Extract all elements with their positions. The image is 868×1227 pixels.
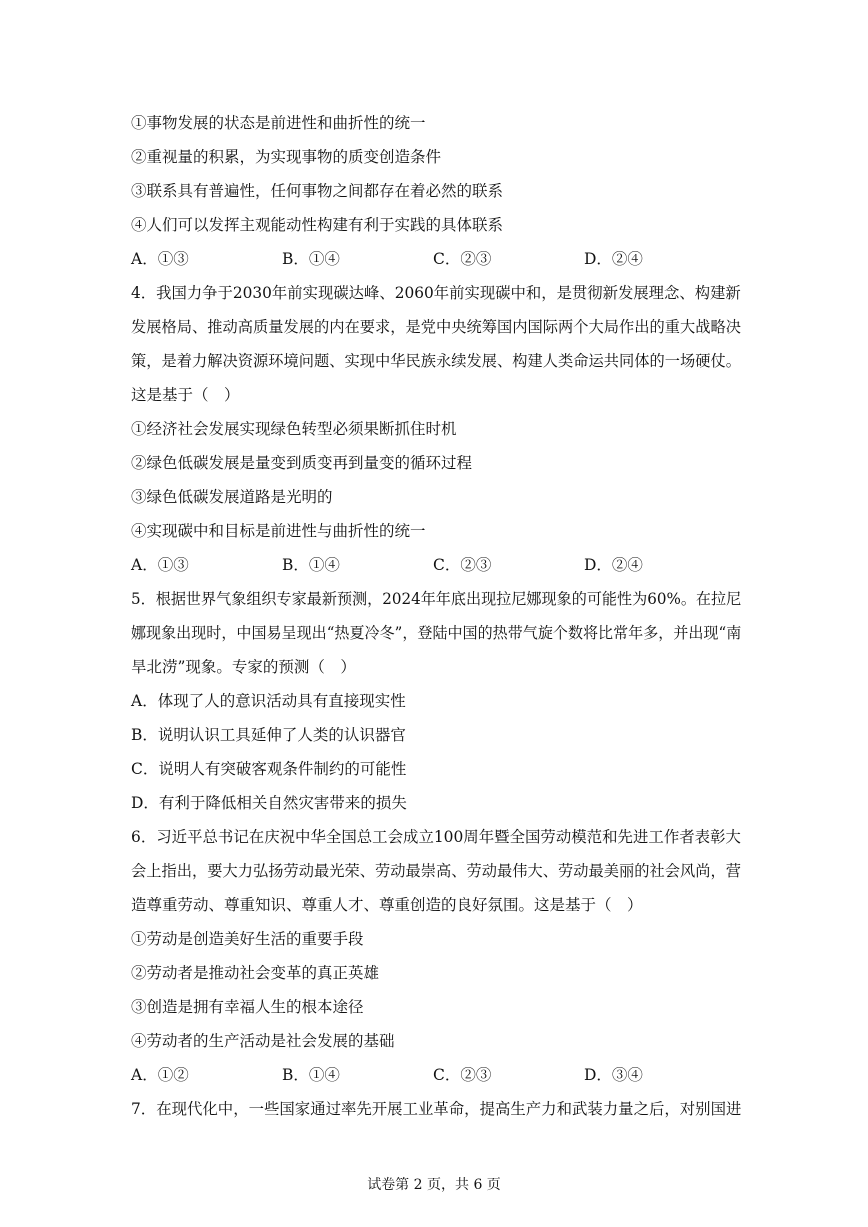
option-d: D．③④	[584, 1066, 643, 1084]
question-5-stem-2: 娜现象出现时，中国易呈现出“热夏冷冬”，登陆中国的热带气旋个数将比常年多，并出现“南	[131, 624, 742, 642]
option-b: B．①④	[282, 1066, 340, 1084]
statement-q4-1: ①经济社会发展实现绿色转型必须果断抓住时机	[131, 420, 457, 438]
question-6-stem-2: 会上指出，要大力弘扬劳动最光荣、劳动最崇高、劳动最伟大、劳动最美丽的社会风尚，营	[131, 862, 742, 880]
option-c: C．②③	[433, 1066, 492, 1084]
option-b: B．①④	[282, 556, 340, 574]
option-q5-a: A．体现了人的意识活动具有直接现实性	[131, 692, 406, 710]
options-row-q6	[131, 1064, 691, 1086]
statement-q6-3: ③创造是拥有幸福人生的根本途径	[131, 998, 364, 1016]
option-d: D．②④	[584, 250, 643, 268]
statement-q4-3: ③绿色低碳发展道路是光明的	[131, 488, 333, 506]
statement-q3-3: ③联系具有普遍性，任何事物之间都存在着必然的联系	[131, 182, 504, 200]
option-q5-b: B．说明认识工具延伸了人类的认识器官	[131, 726, 406, 744]
page-footer: 试卷第 2 页，共 6 页	[367, 1177, 501, 1193]
statement-q6-4: ④劳动者的生产活动是社会发展的基础	[131, 1032, 395, 1050]
option-c: C．②③	[433, 556, 492, 574]
option-q5-c: C．说明人有突破客观条件制约的可能性	[131, 760, 407, 778]
option-c: C．②③	[433, 250, 492, 268]
option-q5-d: D．有利于降低相关自然灾害带来的损失	[131, 794, 407, 812]
statement-q6-1: ①劳动是创造美好生活的重要手段	[131, 930, 364, 948]
statement-q3-4: ④人们可以发挥主观能动性构建有利于实践的具体联系	[131, 216, 504, 234]
statement-q6-2: ②劳动者是推动社会变革的真正英雄	[131, 964, 380, 982]
statement-q4-4: ④实现碳中和目标是前进性与曲折性的统一	[131, 522, 426, 540]
statement-q3-1: ①事物发展的状态是前进性和曲折性的统一	[131, 114, 426, 132]
option-d: D．②④	[584, 556, 643, 574]
question-4-stem-4: 这是基于（ ）	[131, 386, 240, 404]
question-7-stem-1: 7．在现代化中，一些国家通过率先开展工业革命，提高生产力和武装力量之后，对别国进	[131, 1100, 742, 1118]
question-6-stem-1: 6．习近平总书记在庆祝中华全国总工会成立100周年暨全国劳动模范和先进工作者表彰大	[131, 828, 741, 846]
question-4-stem-3: 策，是着力解决资源环境问题、实现中华民族永续发展、构建人类命运共同体的一场硬仗。	[131, 352, 742, 370]
question-4-stem-1: 4．我国力争于2030年前实现碳达峰、2060年前实现碳中和，是贯彻新发展理念、构建新	[131, 284, 741, 302]
statement-q3-2: ②重视量的积累，为实现事物的质变创造条件	[131, 148, 442, 166]
options-row-q4	[131, 554, 691, 576]
question-6-stem-3: 造尊重劳动、尊重知识、尊重人才、尊重创造的良好氛围。这是基于（ ）	[131, 896, 643, 914]
question-4-stem-2: 发展格局、推动高质量发展的内在要求，是党中央统筹国内国际两个大局作出的重大战略决	[131, 318, 742, 336]
question-5-stem-1: 5．根据世界气象组织专家最新预测，2024年年底出现拉尼娜现象的可能性为60%。在拉尼	[131, 590, 742, 608]
options-row-q3	[131, 248, 691, 270]
statement-q4-2: ②绿色低碳发展是量变到质变再到量变的循环过程	[131, 454, 473, 472]
option-a: A．①③	[131, 250, 189, 268]
option-b: B．①④	[282, 250, 340, 268]
question-5-stem-3: 旱北涝”现象。专家的预测（ ）	[131, 658, 356, 676]
option-a: A．①③	[131, 556, 189, 574]
option-a: A．①②	[131, 1066, 189, 1084]
